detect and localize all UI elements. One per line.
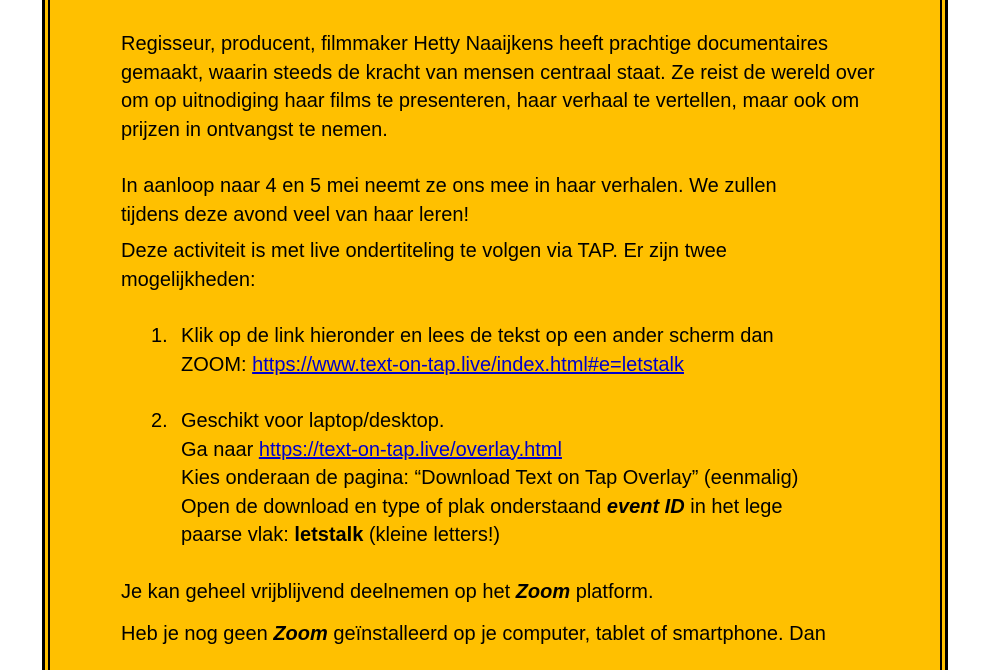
zoom-label: Zoom [515,580,571,603]
item1-line-1: Klik op de link hieronder en lees de tekst op een ander scherm dan [181,325,774,347]
announcement-line-2: tijdens deze avond veel van haar leren! [121,203,470,226]
item2-line-4 [181,493,891,522]
item1-line-2 [181,351,891,380]
item2-line-1: Geschikt voor laptop/desktop. [181,410,445,432]
install-prefix: Heb je nog geen [121,623,274,645]
tap-index-link[interactable]: https://www.text-on-tap.live/index.html#e=letstalk [252,353,684,376]
subtitles-paragraph [121,237,891,294]
event-id-label: event ID [606,495,685,518]
document-page [42,0,948,670]
subtitles-line-1: Deze activiteit is met live ondertiteling te volgen via TAP. Er zijn twee [121,240,727,262]
intro-paragraph: Regisseur, producent, filmmaker Hetty Naaijkens heeft prachtige documentaires gemaakt, waarin steeds de kracht van mensen centraal staat. Ze reist de wereld over om op uitnodiging haar films te presenteren, haar verhaal te vertellen, maar ook om prijzen in ontvangst te nemen. [121,33,875,141]
item2-line4-prefix: Open de download en type of plak onderstaand [181,495,607,518]
install-suffix: geïnstalleerd op je computer, tablet of smartphone. Dan [327,623,826,645]
item2-line-3: Kies onderaan de pagina: “Download Text on Tap Overlay” (eenmalig) [181,467,799,489]
announcement-paragraph [121,172,891,229]
subtitles-line-2: mogelijkheden: [121,268,256,291]
document-content [121,30,891,649]
item2-line4-suffix: in het lege [684,495,783,518]
zoom-prefix: Je kan geheel vrijblijvend deelnemen op het [121,580,516,603]
item2-line5-prefix: paarse vlak: [181,524,295,546]
list-number-2: 2. [151,410,168,432]
zoom-suffix: platform. [570,580,654,603]
item2-line5-suffix: (kleine letters!) [363,524,501,546]
announcement-line-1: In aanloop naar 4 en 5 mei neemt ze ons mee in haar verhalen. We zullen [121,175,777,197]
zoom-paragraph [121,578,891,607]
options-list [121,322,891,550]
item2-prefix: Ga naar [181,438,259,461]
list-number-1: 1. [151,325,168,347]
list-item-2 [121,407,891,550]
item2-line-2 [181,436,891,465]
list-item-1 [121,322,891,379]
install-zoom-label: Zoom [273,623,328,645]
item1-prefix: ZOOM: [181,353,253,376]
install-paragraph [121,620,891,649]
event-id-value: letstalk [294,524,364,546]
item2-line-5 [181,521,891,550]
tap-overlay-link[interactable]: https://text-on-tap.live/overlay.html [258,438,562,461]
